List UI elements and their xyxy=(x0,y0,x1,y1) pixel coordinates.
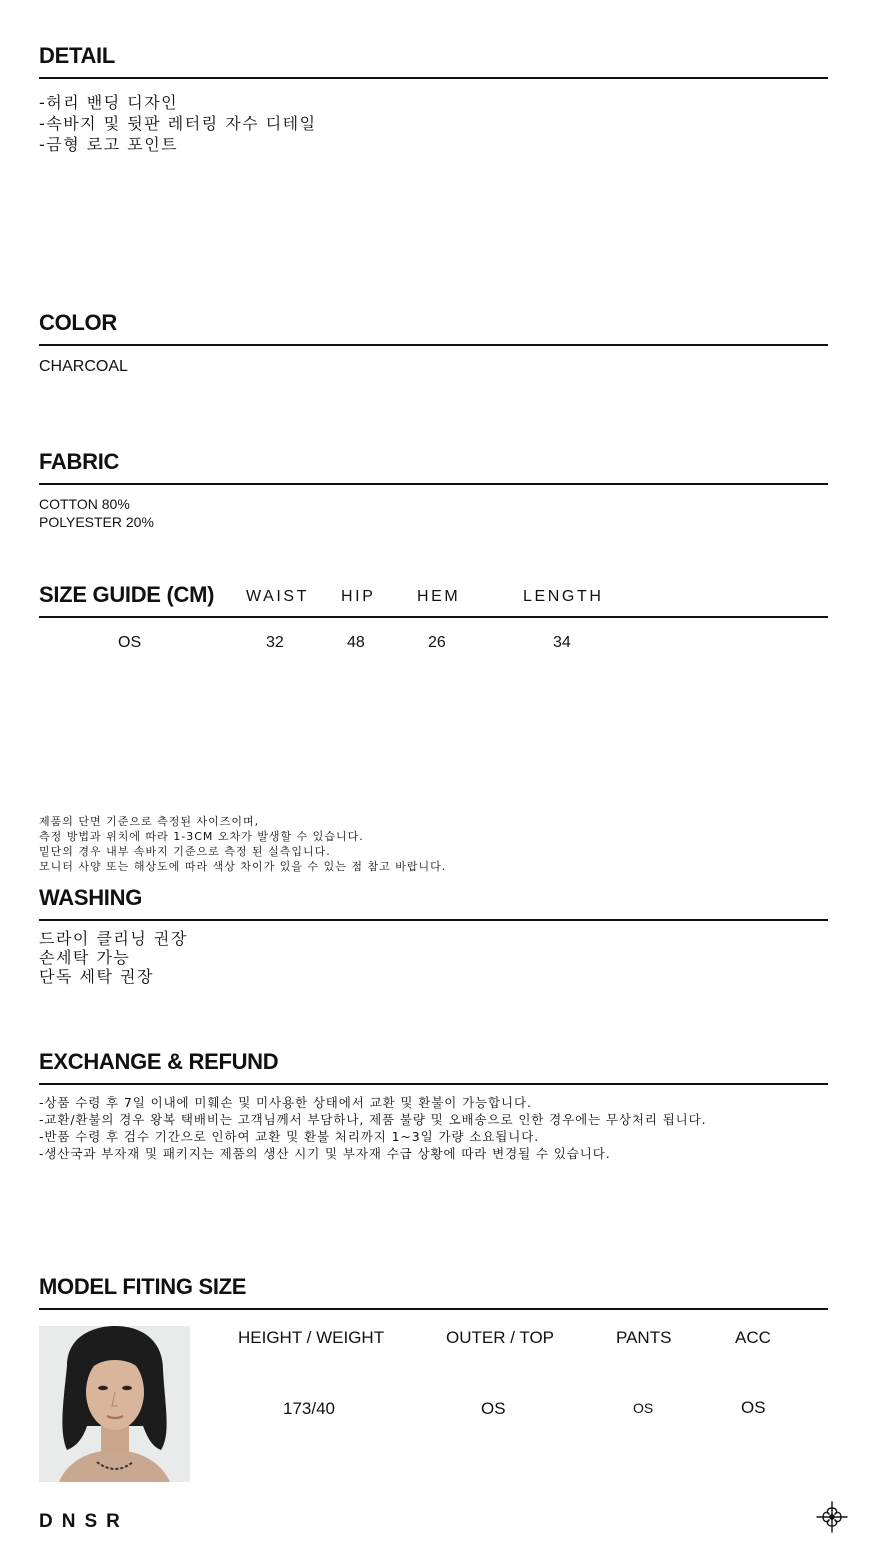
size-col-length: LENGTH xyxy=(523,588,604,605)
detail-line: -허리 밴딩 디자인 xyxy=(39,93,179,112)
size-note-line: 모니터 사양 또는 해상도에 따라 색상 차이가 있을 수 있는 점 참고 바랍니다. xyxy=(39,860,447,873)
washing-line: 손세탁 가능 xyxy=(39,948,131,967)
size-note-line: 측정 방법과 위치에 따라 1-3CM 오차가 발생할 수 있습니다. xyxy=(39,830,364,843)
size-hem-value: 26 xyxy=(428,634,446,651)
washing-line: 단독 세탁 권장 xyxy=(39,967,154,986)
model-divider xyxy=(39,1308,828,1310)
color-divider xyxy=(39,344,828,346)
fabric-heading: FABRIC xyxy=(39,449,120,474)
model-portrait-image xyxy=(39,1326,190,1482)
size-label: OS xyxy=(118,634,142,651)
detail-heading: DETAIL xyxy=(39,43,116,68)
washing-list xyxy=(39,929,188,986)
model-col-pants: PANTS xyxy=(616,1328,672,1347)
detail-line: -속바지 및 뒷판 레터링 자수 디테일 xyxy=(39,114,317,133)
exchange-line: -생산국과 부자재 및 패키지는 제품의 생산 시기 및 부자재 수급 상황에 따라 변경될 수 있습니다. xyxy=(39,1146,611,1161)
exchange-line: -반품 수령 후 검수 기간으로 인하여 교환 및 환불 처리까지 1~3일 가량 소요됩니다. xyxy=(39,1129,540,1144)
fabric-line: POLYESTER 20% xyxy=(39,514,154,530)
color-value: CHARCOAL xyxy=(39,358,128,375)
fabric-list xyxy=(39,495,154,531)
size-col-waist: WAIST xyxy=(246,588,310,605)
washing-divider xyxy=(39,919,828,921)
size-col-hip: HIP xyxy=(341,588,376,605)
size-note-line: 제품의 단면 기준으로 측정된 사이즈이며, xyxy=(39,815,260,828)
fabric-line: COTTON 80% xyxy=(39,496,130,512)
size-guide-divider xyxy=(39,616,828,618)
exchange-divider xyxy=(39,1083,828,1085)
size-col-hem: HEM xyxy=(417,588,461,605)
size-hip-value: 48 xyxy=(347,634,365,651)
size-guide-heading: SIZE GUIDE (CM) xyxy=(39,582,215,607)
model-col-outer-top: OUTER / TOP xyxy=(446,1328,555,1347)
detail-list xyxy=(39,92,317,155)
model-pants-value: OS xyxy=(633,1400,654,1416)
model-photo xyxy=(39,1326,190,1482)
size-note-line: 밑단의 경우 내부 속바지 기준으로 측정 된 실측입니다. xyxy=(39,845,331,858)
detail-line: -금형 로고 포인트 xyxy=(39,135,179,154)
cross-emblem-icon xyxy=(815,1500,849,1534)
size-length-value: 34 xyxy=(553,634,571,651)
fabric-divider xyxy=(39,483,828,485)
model-height-weight-value: 173/40 xyxy=(283,1399,335,1418)
model-heading: MODEL FITING SIZE xyxy=(39,1274,247,1299)
exchange-heading: EXCHANGE & REFUND xyxy=(39,1049,279,1074)
size-notes xyxy=(39,814,446,874)
brand-logo: DNSR xyxy=(39,1511,129,1532)
exchange-list xyxy=(39,1094,707,1162)
color-heading: COLOR xyxy=(39,310,117,335)
model-col-acc: ACC xyxy=(735,1328,771,1347)
model-col-height-weight: HEIGHT / WEIGHT xyxy=(238,1328,385,1347)
exchange-line: -상품 수령 후 7일 이내에 미훼손 및 미사용한 상태에서 교환 및 환불이 가능합니다. xyxy=(39,1095,532,1110)
model-acc-value: OS xyxy=(741,1398,766,1417)
size-waist-value: 32 xyxy=(266,634,284,651)
exchange-line: -교환/환불의 경우 왕복 택배비는 고객님께서 부담하나, 제품 불량 및 오배송으로 인한 경우에는 무상처리 됩니다. xyxy=(39,1112,707,1127)
detail-divider xyxy=(39,77,828,79)
model-outer-top-value: OS xyxy=(481,1399,506,1418)
washing-heading: WASHING xyxy=(39,885,143,910)
washing-line: 드라이 클리닝 권장 xyxy=(39,929,188,948)
